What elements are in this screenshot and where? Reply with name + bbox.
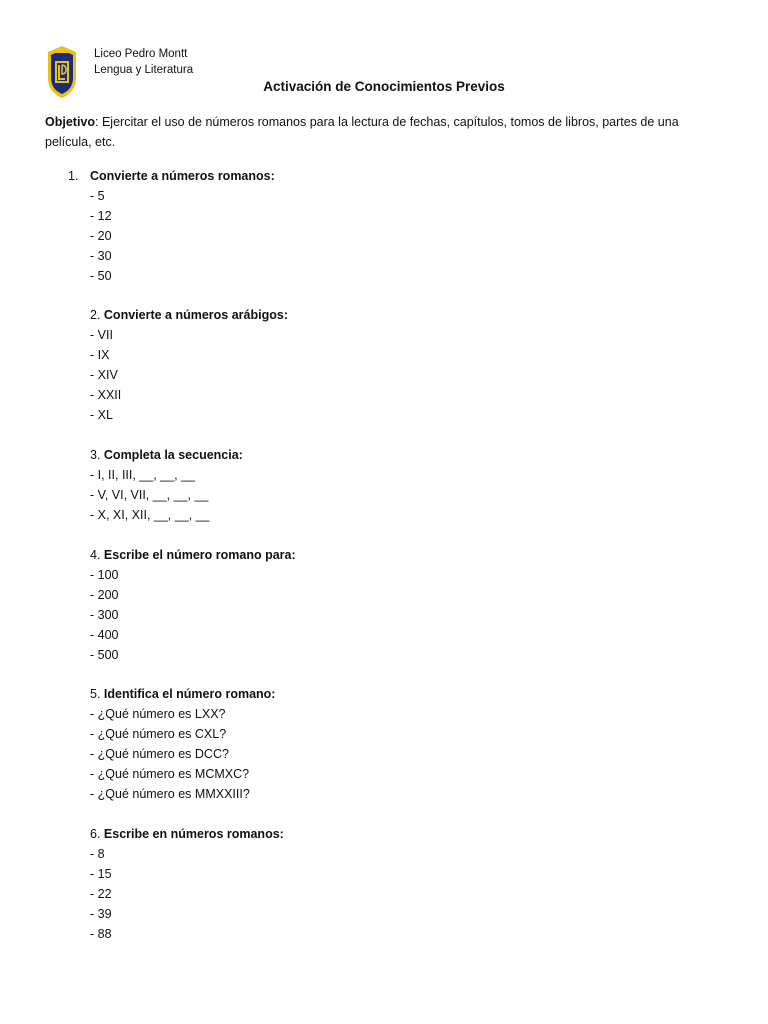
list-item: - X, XI, XII, __, __, __ bbox=[90, 508, 210, 522]
list-item: - XL bbox=[90, 408, 113, 422]
section-3-number: 3. bbox=[90, 448, 104, 462]
list-item: - ¿Qué número es DCC? bbox=[90, 747, 229, 761]
list-item: - I, II, III, __, __, __ bbox=[90, 468, 195, 482]
list-item: - ¿Qué número es LXX? bbox=[90, 707, 226, 721]
section-6-number: 6. bbox=[90, 827, 104, 841]
list-item: - VII bbox=[90, 328, 113, 342]
list-item: - 5 bbox=[90, 189, 105, 203]
list-item: - 400 bbox=[90, 628, 119, 642]
list-item: - 50 bbox=[90, 269, 112, 283]
list-item: - 12 bbox=[90, 209, 112, 223]
list-item: - 22 bbox=[90, 887, 112, 901]
list-item: - 20 bbox=[90, 229, 112, 243]
list-item: - IX bbox=[90, 348, 110, 362]
section-2 bbox=[90, 305, 690, 425]
page-title: Activación de Conocimientos Previos bbox=[263, 79, 505, 94]
section-2-number: 2. bbox=[90, 308, 104, 322]
list-item: - 300 bbox=[90, 608, 119, 622]
section-3-title: Completa la secuencia: bbox=[103, 448, 243, 462]
list-item: - V, VI, VII, __, __, __ bbox=[90, 488, 209, 502]
section-6 bbox=[90, 824, 690, 944]
list-item: - 8 bbox=[90, 847, 105, 861]
objective-label: Objetivo bbox=[45, 115, 96, 129]
section-1-title: Convierte a números romanos: bbox=[90, 169, 275, 183]
school-name: Liceo Pedro Montt bbox=[94, 48, 188, 60]
section-4 bbox=[90, 545, 690, 665]
section-4-title: Escribe el número romano para: bbox=[103, 548, 296, 562]
list-item: - 200 bbox=[90, 588, 119, 602]
list-item: - ¿Qué número es CXL? bbox=[90, 727, 227, 741]
section-5-number: 5. bbox=[90, 687, 104, 701]
list-item: - 15 bbox=[90, 867, 112, 881]
subject-name: Lengua y Literatura bbox=[94, 64, 194, 76]
section-4-number: 4. bbox=[90, 548, 104, 562]
list-item: - XIV bbox=[90, 368, 118, 382]
list-item: - 500 bbox=[90, 648, 119, 662]
section-3 bbox=[90, 445, 690, 525]
section-1-number: 1. bbox=[68, 169, 79, 183]
section-6-title: Escribe en números romanos: bbox=[103, 827, 284, 841]
objective-text: : Ejercitar el uso de números romanos para la lectura de fechas, capítulos, tomos de libros, partes de una película, etc. bbox=[45, 115, 679, 149]
section-5 bbox=[90, 684, 690, 804]
objective-paragraph bbox=[45, 112, 705, 152]
section-5-title: Identifica el número romano: bbox=[103, 687, 276, 701]
list-item: - 88 bbox=[90, 927, 112, 941]
section-1 bbox=[90, 166, 690, 286]
list-item: - 30 bbox=[90, 249, 112, 263]
section-2-title: Convierte a números arábigos: bbox=[103, 308, 288, 322]
list-item: - 100 bbox=[90, 568, 119, 582]
school-header bbox=[94, 46, 193, 78]
list-item: - ¿Qué número es MMXXIII? bbox=[90, 787, 250, 801]
list-item: - ¿Qué número es MCMXC? bbox=[90, 767, 250, 781]
list-item: - 39 bbox=[90, 907, 112, 921]
list-item: - XXII bbox=[90, 388, 122, 402]
